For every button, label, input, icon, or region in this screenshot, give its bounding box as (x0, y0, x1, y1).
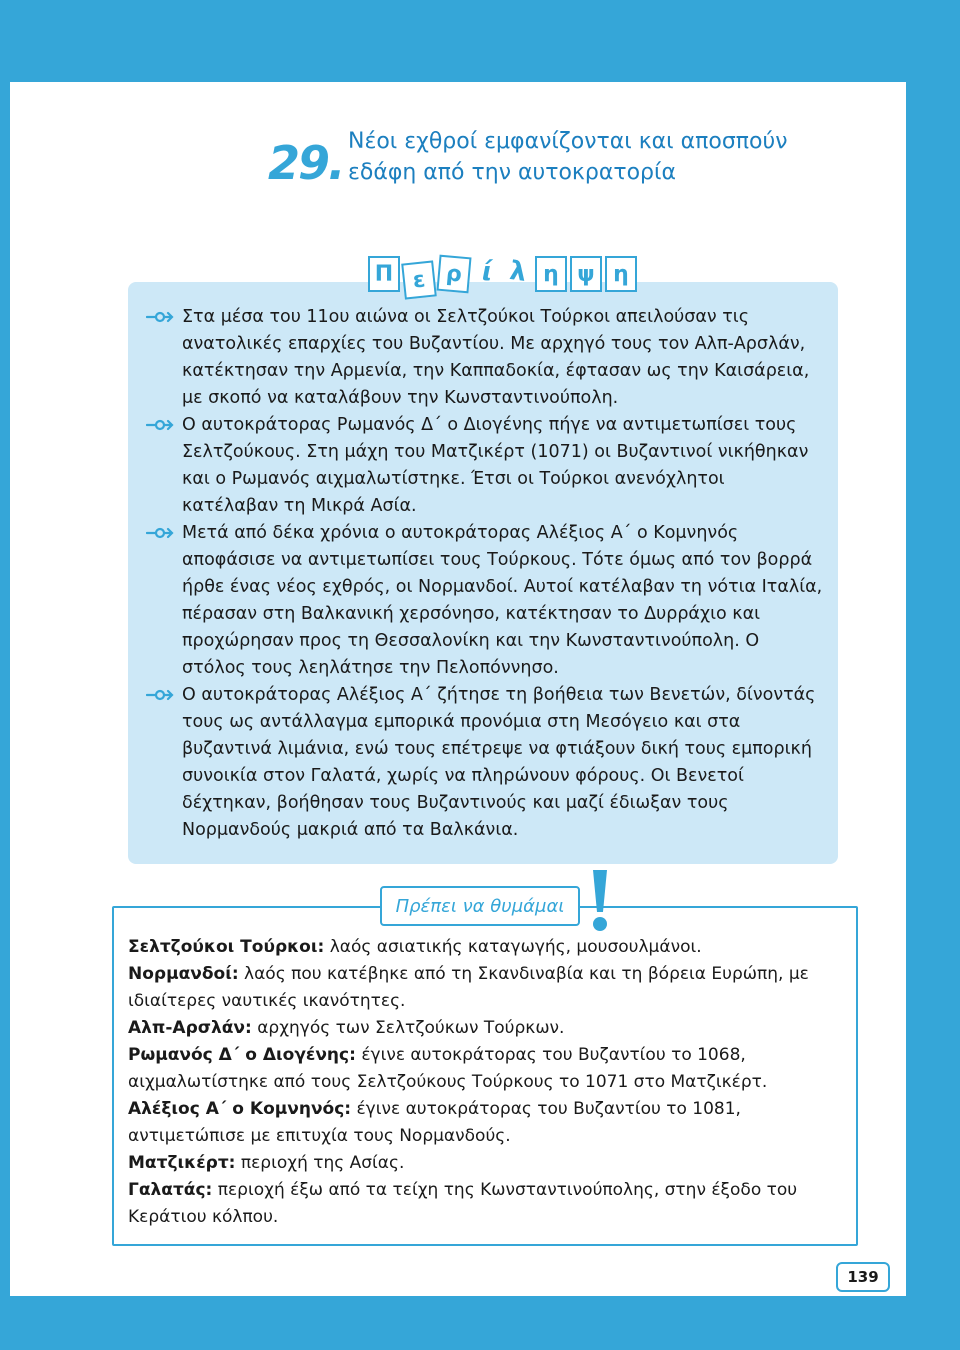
page-frame-top (0, 0, 960, 82)
arrow-loop-icon (146, 688, 174, 702)
summary-heading (368, 256, 637, 296)
page-frame-bottom (0, 1296, 960, 1350)
definition-item (128, 1015, 840, 1042)
summary-bullet-text: Ο αυτοκράτορας Αλέξιος Α΄ ζήτησε τη βοήθεια των Βενετών, δίνοντάς τους ως αντάλλαγμα εμπορικά προνόμια στη Μεσόγειο και στα βυζαντινά λιμάνια, ενώ τους επέτρεψε να φτιάξουν δική τους εμπορική συνοικία στον Γαλατά, χωρίς να πληρώνουν φόρους. Οι Βενετοί δέχτηκαν, βοήθησαν τους Βυζαντινούς και μαζί έδιωξαν τους Νορμανδούς μακριά από τα Βαλκάνια. (182, 685, 816, 840)
exclamation-icon (588, 868, 612, 934)
summary-bullet-text: Μετά από δέκα χρόνια ο αυτοκράτορας Αλέξιος Α΄ ο Κομνηνός αποφάσισε να αντιμετωπίσει τους Τούρκους. Τότε όμως από τον βορρά ήρθε ένας νέος εχθρός, οι Νορμανδοί. Αυτοί κατέλαβαν τη νότια Ιταλία, πέρασαν στη Βαλκανική χερσόνησο, κατέκτησαν το Δυρράχιο και προχώρησαν προς τη Θεσσαλονίκη και την Κωνσταντινούπολη. Ο στόλος τους λεηλάτησε την Πελοπόννησο. (182, 523, 823, 678)
summary-bullet (146, 682, 826, 844)
remember-heading: Πρέπει να θυμάμαι (380, 886, 580, 926)
arrow-loop-icon (146, 418, 174, 432)
definition-item (128, 934, 840, 961)
summary-heading-letter: ψ (570, 256, 602, 292)
definition-item (128, 961, 840, 1015)
definition-item (128, 1042, 840, 1096)
definition-term: Αλπ-Αρσλάν: (128, 1018, 252, 1038)
page-frame-left (0, 0, 10, 1350)
definition-term: Γαλατάς: (128, 1180, 213, 1200)
definition-text: περιοχή της Ασίας. (235, 1153, 405, 1173)
definition-term: Νορμανδοί: (128, 964, 239, 984)
summary-heading-letter: ε (401, 260, 437, 299)
chapter-number: 29. (268, 136, 344, 190)
page-frame-right (906, 0, 960, 1350)
definition-text: λαός που κατέβηκε από τη Σκανδιναβία και τη βόρεια Ευρώπη, με ιδιαίτερες ναυτικές ικανότητες. (128, 964, 809, 1011)
chapter-title-line-1: Νέοι εχθροί εμφανίζονται και αποσπούν (348, 129, 788, 154)
summary-heading-letter: λ (507, 255, 529, 288)
chapter-title-line-2: εδάφη από την αυτοκρατορία (348, 160, 676, 185)
definition-item (128, 1177, 840, 1231)
definition-text: λαός ασιατικής καταγωγής, μουσουλμάνοι. (324, 937, 702, 957)
summary-bullet (146, 412, 826, 520)
summary-bullets (146, 304, 826, 844)
summary-heading-letter: ρ (436, 255, 471, 294)
definition-text: έγινε αυτοκράτορας του Βυζαντίου το 1081, αντιμετώπισε με επιτυχία τους Νορμανδούς. (128, 1099, 741, 1146)
chapter-title (348, 126, 868, 188)
arrow-loop-icon (146, 310, 174, 324)
summary-bullet-text: Στα μέσα του 11ου αιώνα οι Σελτζούκοι Τούρκοι απειλούσαν τις ανατολικές επαρχίες του Βυζαντίου. Με αρχηγό τους τον Αλπ-Αρσλάν, κατέκτησαν την Αρμενία, την Καππαδοκία, έφτασαν ως την Καισάρεια, με σκοπό να καταλάβουν την Κωνσταντινούπολη. (182, 307, 810, 408)
definition-text: περιοχή έξω από τα τείχη της Κωνσταντινούπολης, στην έξοδο του Κεράτιου κόλπου. (128, 1180, 798, 1227)
definition-item (128, 1150, 840, 1177)
definition-text: αρχηγός των Σελτζούκων Τούρκων. (251, 1018, 565, 1038)
definition-term: Αλέξιος Α΄ ο Κομνηνός: (128, 1099, 352, 1119)
summary-heading-letter: Π (368, 256, 400, 292)
definitions-list (128, 934, 840, 1231)
page-number: 139 (836, 1262, 890, 1292)
summary-heading-letter: η (535, 256, 567, 292)
definition-text: έγινε αυτοκράτορας του Βυζαντίου το 1068, αιχμαλωτίστηκε από τους Σελτζούκους Τούρκους το 1071 στο Ματζικέρτ. (128, 1045, 768, 1092)
summary-bullet (146, 520, 826, 682)
definition-term: Ματζικέρτ: (128, 1153, 236, 1173)
definition-term: Ρωμανός Δ΄ ο Διογένης: (128, 1045, 356, 1065)
definition-item (128, 1096, 840, 1150)
summary-heading-letter: η (605, 256, 637, 292)
summary-heading-letter: ί (481, 257, 493, 287)
summary-bullet-text: Ο αυτοκράτορας Ρωμανός Δ΄ ο Διογένης πήγε να αντιμετωπίσει τους Σελτζούκους. Στη μάχη του Ματζικέρτ (1071) οι Βυζαντινοί νικήθηκαν και ο Ρωμανός αιχμαλωτίστηκε. Έτσι οι Τούρκοι ανενόχλητοι κατέλαβαν τη Μικρά Ασία. (182, 415, 809, 516)
summary-bullet (146, 304, 826, 412)
arrow-loop-icon (146, 526, 174, 540)
definition-term: Σελτζούκοι Τούρκοι: (128, 937, 325, 957)
